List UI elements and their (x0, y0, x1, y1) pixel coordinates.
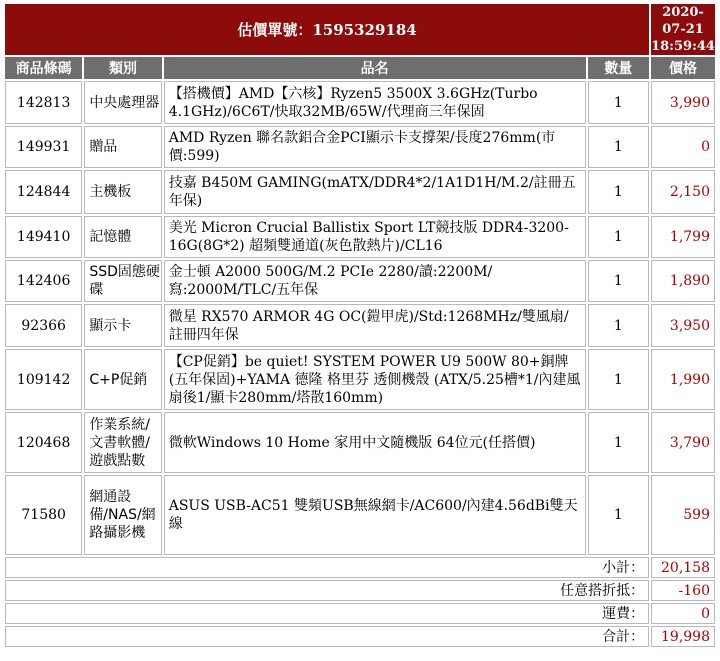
item-price: 1,799 (651, 216, 715, 258)
item-name: 技嘉 B450M GAMING(mATX/DDR4*2/1A1D1H/M.2/註冊五年保) (164, 170, 586, 214)
quote-table (3, 2, 717, 649)
item-category: 中央處理器 (84, 81, 161, 124)
item-category: SSD固態硬碟 (84, 260, 161, 302)
item-name: 美光 Micron Crucial Ballistix Sport LT競技版 DDR4-3200-16G(8G*2) 超頻雙通道(灰色散熱片)/CL16 (164, 216, 586, 258)
item-qty: 1 (588, 126, 650, 168)
column-header-price: 價格 (651, 57, 715, 79)
table-row (5, 412, 715, 473)
quote-datetime (651, 4, 715, 55)
item-id: 92366 (5, 304, 82, 347)
item-qty: 1 (588, 475, 650, 555)
item-id: 149410 (5, 216, 82, 258)
item-qty: 1 (588, 216, 650, 258)
item-price: 1,990 (651, 349, 715, 410)
item-name: AMD Ryzen 聯名款鋁合金PCI顯示卡支撐架/長度276mm(市價:599) (164, 126, 586, 168)
subtotal-label: 小計： (5, 557, 649, 578)
table-row (5, 126, 715, 168)
table-row (5, 349, 715, 410)
item-name: ASUS USB-AC51 雙頻USB無線網卡/AC600/內建4.56dBi雙天線 (164, 475, 586, 555)
item-category: 網通設備/NAS/網路攝影機 (84, 475, 161, 555)
shipping-row (5, 603, 715, 624)
column-header-qty: 數量 (588, 57, 650, 79)
table-row (5, 216, 715, 258)
item-qty: 1 (588, 260, 650, 302)
item-name: 微軟Windows 10 Home 家用中文隨機版 64位元(任搭價) (164, 412, 586, 473)
discount-label: 任意搭折抵： (5, 580, 649, 601)
item-price: 1,890 (651, 260, 715, 302)
item-qty: 1 (588, 170, 650, 214)
total-value: 19,998 (651, 626, 715, 647)
discount-row (5, 580, 715, 601)
item-price: 599 (651, 475, 715, 555)
item-category: C+P促銷 (84, 349, 161, 410)
subtotal-value: 20,158 (651, 557, 715, 578)
shipping-value: 0 (651, 603, 715, 624)
item-price: 0 (651, 126, 715, 168)
item-id: 142813 (5, 81, 82, 124)
item-category: 作業系統/文書軟體/遊戲點數 (84, 412, 161, 473)
quote-number-title: 估價單號：1595329184 (5, 4, 649, 55)
item-price: 2,150 (651, 170, 715, 214)
item-category: 贈品 (84, 126, 161, 168)
table-row (5, 260, 715, 302)
item-category: 顯示卡 (84, 304, 161, 347)
item-name: 【搭機價】AMD【六核】Ryzen5 3500X 3.6GHz(Turbo 4.1GHz)/6C6T/快取32MB/65W/代理商三年保固 (164, 81, 586, 124)
shipping-label: 運費： (5, 603, 649, 624)
quote-time: 18:59:44 (651, 39, 715, 54)
item-category: 主機板 (84, 170, 161, 214)
item-qty: 1 (588, 349, 650, 410)
table-row (5, 170, 715, 214)
total-row (5, 626, 715, 647)
item-qty: 1 (588, 81, 650, 124)
quote-date: 2020-07-21 (662, 5, 704, 37)
item-id: 142406 (5, 260, 82, 302)
item-id: 71580 (5, 475, 82, 555)
subtotal-row (5, 557, 715, 578)
column-header-id: 商品條碼 (5, 57, 82, 79)
discount-value: -160 (651, 580, 715, 601)
column-header-category: 類別 (84, 57, 161, 79)
item-name: 【CP促銷】be quiet! SYSTEM POWER U9 500W 80+銅牌 (五年保固)+YAMA 德隆 格里芬 透側機殼 (ATX/5.25槽*1/內建風扇後1/顯卡280mm/塔散160mm) (164, 349, 586, 410)
item-price: 3,990 (651, 81, 715, 124)
item-id: 149931 (5, 126, 82, 168)
item-name: 微星 RX570 ARMOR 4G OC(鎧甲虎)/Std:1268MHz/雙風扇/註冊四年保 (164, 304, 586, 347)
total-label: 合計： (5, 626, 649, 647)
item-name: 金士頓 A2000 500G/M.2 PCIe 2280/讀:2200M/寫:2000M/TLC/五年保 (164, 260, 586, 302)
column-header-name: 品名 (164, 57, 586, 79)
quote-header-row (5, 4, 715, 55)
item-price: 3,950 (651, 304, 715, 347)
column-header-row (5, 57, 715, 79)
table-row (5, 81, 715, 124)
item-price: 3,790 (651, 412, 715, 473)
item-id: 109142 (5, 349, 82, 410)
item-id: 120468 (5, 412, 82, 473)
item-id: 124844 (5, 170, 82, 214)
item-category: 記憶體 (84, 216, 161, 258)
item-qty: 1 (588, 304, 650, 347)
item-qty: 1 (588, 412, 650, 473)
table-row (5, 475, 715, 555)
table-row (5, 304, 715, 347)
